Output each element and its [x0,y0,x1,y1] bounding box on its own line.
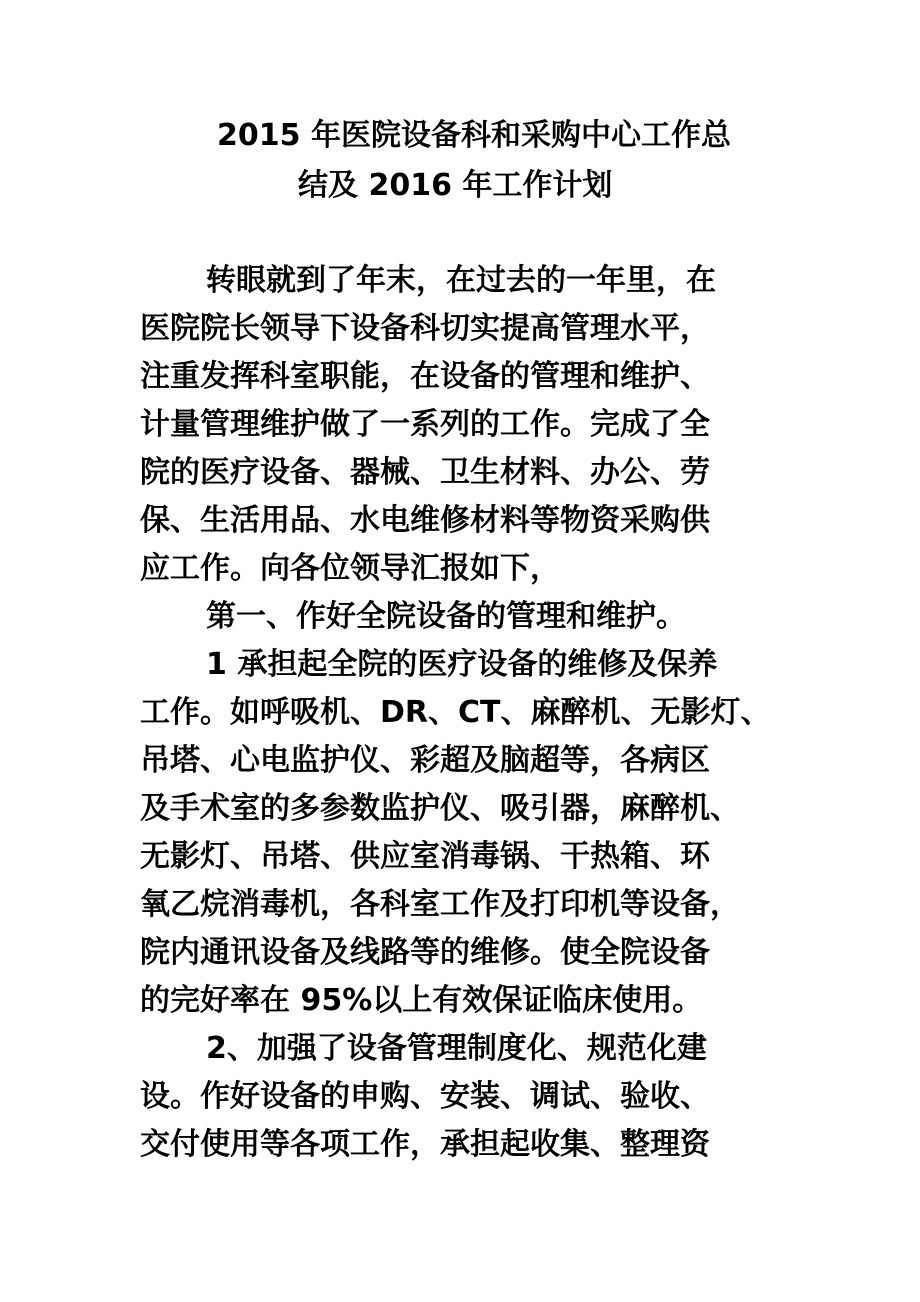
paragraph-1-line-3: 注重发挥科室职能，在设备的管理和维护、 [140,359,710,394]
paragraph-2-line-7: 院内通讯设备及线路等的维修。使全院设备 [140,935,710,970]
paragraph-2-line-4: 及手术室的多参数监护仪、吸引器，麻醉机、 [140,791,740,826]
paragraph-2-line-2: 工作。如呼吸机、DR、CT、麻醉机、无影灯、 [140,695,771,730]
paragraph-1-line-6: 保、生活用品、水电维修材料等物资采购供 [140,503,710,538]
title-line-2: 结及 2016 年工作计划 [298,168,613,203]
paragraph-1-line-2: 医院院长领导下设备科切实提高管理水平， [140,311,710,346]
paragraph-3-line-3: 交付使用等各项工作，承担起收集、整理资 [140,1127,710,1162]
paragraph-1-line-1: 转眼就到了年末，在过去的一年里，在 [206,263,716,298]
section-heading-1: 第一、作好全院设备的管理和维护。 [206,599,686,634]
title-line-1: 2015 年医院设备科和采购中心工作总 [217,118,731,153]
paragraph-2-line-6: 氧乙烷消毒机，各科室工作及打印机等设备， [140,887,740,922]
paragraph-2-line-3: 吊塔、心电监护仪、彩超及脑超等，各病区 [140,743,710,778]
paragraph-1-line-4: 计量管理维护做了一系列的工作。完成了全 [140,407,710,442]
paragraph-3-line-2: 设。作好设备的申购、安装、调试、验收、 [140,1079,710,1114]
paragraph-1-line-7: 应工作。向各位领导汇报如下， [140,551,560,586]
paragraph-2-line-5: 无影灯、吊塔、供应室消毒锅、干热箱、环 [140,839,710,874]
paragraph-3-line-1: 2、加强了设备管理制度化、规范化建 [206,1031,707,1066]
document-body [140,257,785,1169]
paragraph-1-line-5: 院的医疗设备、器械、卫生材料、办公、劳 [140,455,710,490]
paragraph-2-line-1: 1 承担起全院的医疗设备的维修及保养 [206,647,718,682]
paragraph-2-line-8: 的完好率在 95%以上有效保证临床使用。 [140,983,703,1018]
